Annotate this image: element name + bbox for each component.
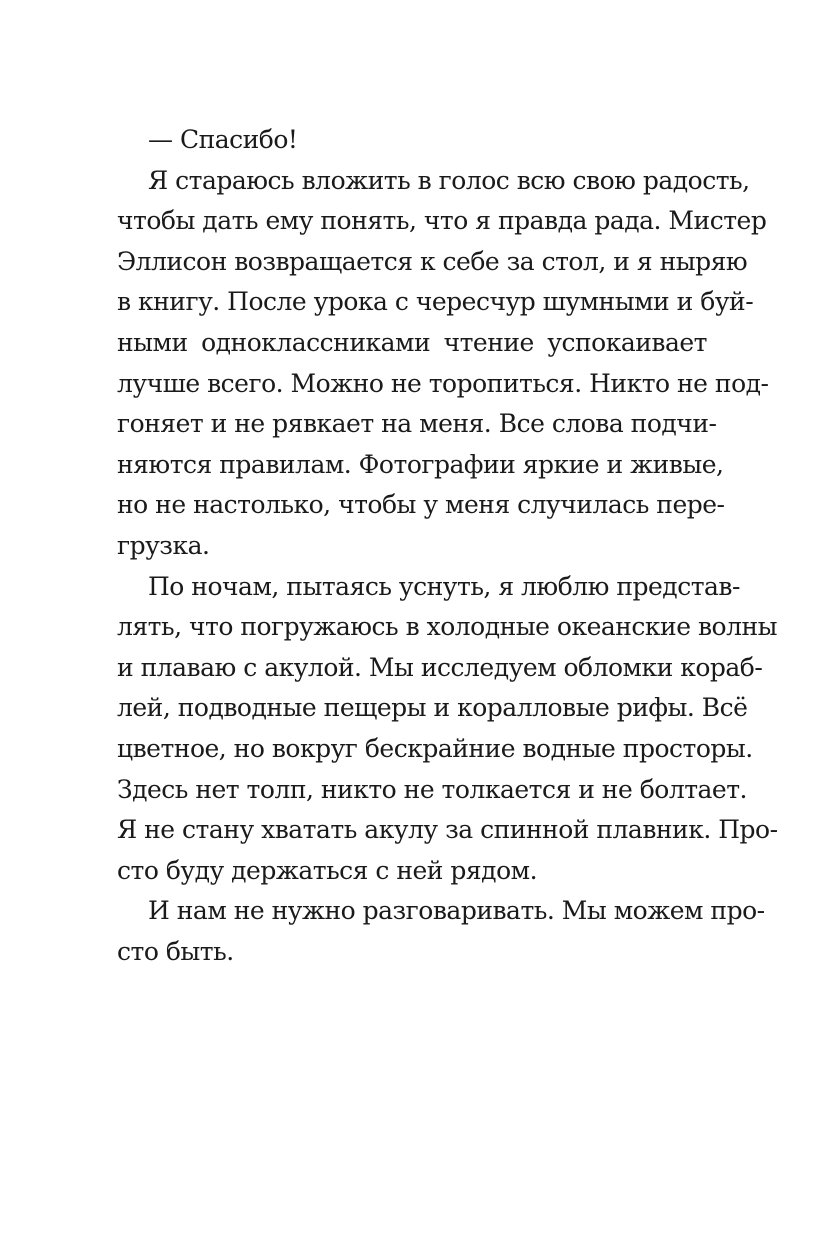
text-line: гоняет и не рявкает на меня. Все слова подчи-: [117, 409, 717, 439]
text-line: По ночам, пытаясь уснуть, я люблю представ-: [148, 571, 740, 601]
text-line: и плаваю с акулой. Мы исследуем обломки кораб-: [117, 652, 763, 682]
text-line: сто быть.: [117, 936, 234, 966]
paragraph-4: [117, 891, 765, 972]
text-line: Здесь нет толп, никто не толкается и не болтает.: [117, 774, 748, 804]
text-line: сто буду держаться с ней рядом.: [117, 855, 538, 885]
text-line: Я стараюсь вложить в голос всю свою радость,: [148, 165, 750, 195]
paragraph-2: [117, 161, 769, 567]
text-line: — Спасибо!: [148, 125, 298, 154]
text-line: лять, что погружаюсь в холодные океанские волны: [117, 612, 778, 642]
text-line: цветное, но вокруг бескрайние водные просторы.: [117, 733, 753, 763]
text-line: няются правилам. Фотографии яркие и живые,: [117, 449, 724, 479]
paragraph-3: [117, 567, 778, 892]
paragraph-1: [117, 120, 707, 161]
text-line: лучше всего. Можно не торопиться. Никто не под-: [117, 368, 769, 398]
text-line: Эллисон возвращается к себе за стол, и я ныряю: [117, 246, 748, 276]
text-line: грузка.: [117, 530, 210, 560]
text-line: Я не стану хватать акулу за спинной плавник. Про-: [117, 815, 778, 845]
text-line: лей, подводные пещеры и коралловые рифы. Всё: [117, 693, 748, 723]
text-line: но не настолько, чтобы у меня случилась пере-: [117, 490, 725, 520]
text-line: чтобы дать ему понять, что я правда рада. Мистер: [117, 206, 767, 236]
text-block: [117, 120, 778, 972]
text-line: ными одноклассниками чтение успокаивает: [117, 327, 707, 357]
text-line: И нам не нужно разговаривать. Мы можем про-: [148, 896, 765, 926]
text-line: в книгу. После урока с чересчур шумными и буй-: [117, 287, 754, 317]
